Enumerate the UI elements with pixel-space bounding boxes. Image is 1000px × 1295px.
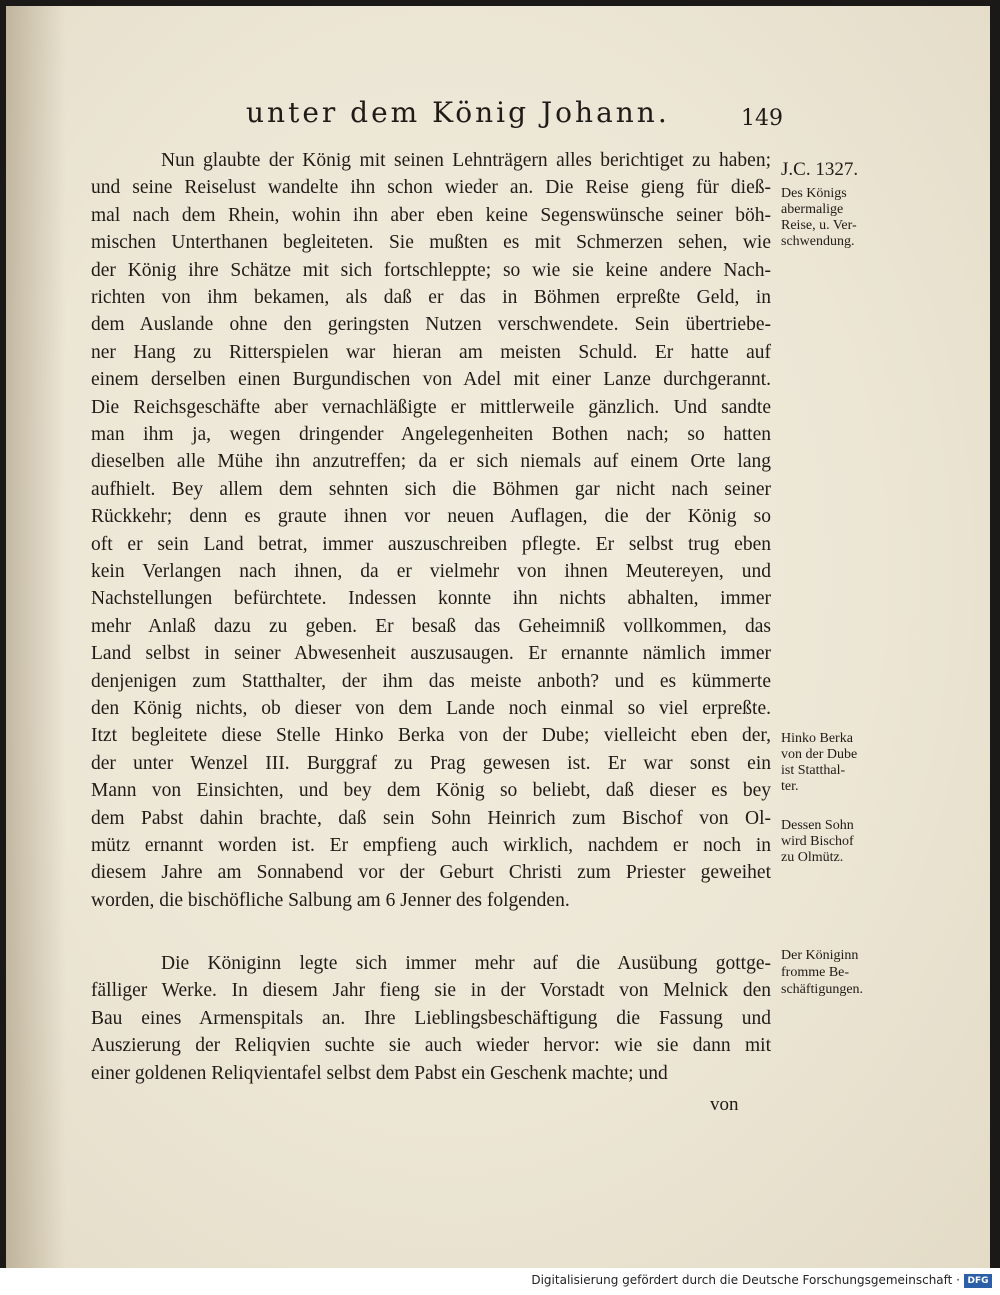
book-page	[6, 6, 990, 1268]
text-line: richten von ihm bekamen, als daß er das in Böhmen erpreßte Geld, in	[91, 287, 771, 308]
margin-note-line: Der Königinn	[781, 948, 859, 963]
footer-bar	[0, 1268, 1000, 1295]
text-line: und seine Reiselust wandelte ihn schon wieder an. Die Reise gieng für dieß-	[91, 177, 771, 199]
text-line: Nachstellungen befürchtete. Indessen konnte ihn nichts abhalten, immer	[91, 588, 771, 610]
text-line: dem Auslande ohne den geringsten Nutzen verschwendete. Sein übertriebe-	[91, 314, 771, 336]
text-line: kein Verlangen nach ihnen, da er vielmehr von ihnen Meutereyen, und	[91, 561, 771, 582]
text-line: aufhielt. Bey allem dem sehnten sich die Böhmen gar nicht nach seiner	[91, 478, 771, 500]
margin-note-line: Dessen Sohn	[781, 818, 854, 833]
catchword: von	[710, 1094, 739, 1115]
text-line: der unter Wenzel III. Burggraf zu Prag gewesen ist. Er war sonst ein	[91, 752, 771, 774]
text-line: mischen Unterthanen begleiteten. Sie mußten es mit Schmerzen sehen, wie	[91, 232, 771, 254]
margin-note-line: wird Bischof	[781, 834, 854, 849]
text-line: Nun glaubte der König mit seinen Lehnträgern alles berichtiget zu haben;	[161, 150, 771, 171]
text-line: Land selbst in seiner Abwesenheit auszusaugen. Er ernannte nämlich immer	[91, 643, 771, 665]
margin-note-line: ter.	[781, 779, 799, 794]
text-line: ner Hang zu Ritterspielen war hieran am meisten Schuld. Er hatte auf	[91, 341, 771, 363]
text-line: Bau eines Armenspitals an. Ihre Lieblingsbeschäftigung die Fassung und	[91, 1007, 771, 1029]
margin-note-line: zu Olmütz.	[781, 850, 844, 865]
text-line: Rückkehr; denn es graute ihnen vor neuen Auflagen, die der König so	[91, 506, 771, 528]
margin-note-line: Hinko Berka	[781, 731, 853, 746]
text-line: Itzt begleitete diese Stelle Hinko Berka von der Dube; vielleicht eben der,	[91, 725, 771, 747]
margin-note-line: von der Dube	[781, 747, 858, 762]
margin-note-line: schwendung.	[781, 234, 855, 249]
gutter-shadow	[6, 6, 66, 1268]
text-line: Die Königinn legte sich immer mehr auf die Ausübung gottge-	[161, 953, 771, 974]
text-line: fälliger Werke. In diesem Jahr fieng sie in der Vorstadt von Melnick den	[91, 980, 771, 1002]
text-line: dieselben alle Mühe ihn anzutreffen; da er sich niemals auf einem Orte lang	[91, 451, 771, 473]
text-line: oft er sein Land betrat, immer auszuschreiben pflegte. Er selbst trug eben	[91, 533, 771, 555]
text-line: Mann von Einsichten, und bey dem König so beliebt, daß dieser es bey	[91, 780, 771, 802]
margin-note-line: Des Königs	[781, 186, 847, 201]
text-line: denjenigen zum Statthalter, der ihm das meiste anboth? und es kümmerte	[91, 670, 771, 692]
text-line: Auszierung der Reliqvien suchte sie auch wieder hervor: wie sie dann mit	[91, 1035, 771, 1057]
text-line: mal nach dem Rhein, wohin ihn aber eben keine Segenswünsche seiner böh-	[91, 204, 771, 226]
text-line: dem Pabst dahin brachte, daß sein Sohn Heinrich zum Bischof von Ol-	[91, 807, 771, 829]
margin-note-line: fromme Be-	[781, 965, 850, 980]
dfg-logo: DFG	[964, 1274, 992, 1288]
text-line: worden, die bischöfliche Salbung am 6 Jenner des folgenden.	[91, 889, 570, 911]
text-line: diesem Jahre am Sonnabend vor der Geburt Christi zum Priester geweihet	[91, 862, 771, 884]
text-line: einem derselben einen Burgundischen von Adel mit einer Lanze durchgerannt.	[91, 369, 771, 391]
text-line: Die Reichsgeschäfte aber vernachläßigte er mittlerweile gänzlich. Und sandte	[91, 396, 771, 418]
margin-note-line: schäftigungen.	[781, 982, 864, 997]
text-line: mütz ernannt worden ist. Er empfieng auch wirklich, nachdem er noch in	[91, 835, 771, 856]
margin-note-line: Reise, u. Ver-	[781, 218, 857, 233]
text-line: einer goldenen Reliqvientafel selbst dem Pabst ein Geschenk machte; und	[91, 1062, 668, 1084]
text-line: man ihm ja, wegen dringender Angelegenheiten Bothen nach; so hatten	[91, 424, 771, 445]
page-number: 149	[741, 106, 783, 131]
text-line: der König ihre Schätze mit sich fortschleppte; so wie sie keine andere Nach-	[91, 259, 771, 281]
margin-note-line: ist Statthal-	[781, 763, 846, 778]
margin-note-line: abermalige	[781, 202, 844, 217]
text-line: mehr Anlaß dazu zu geben. Er besaß das Geheimniß vollkommen, das	[91, 615, 771, 637]
text-line: den König nichts, ob dieser von dem Lande noch einmal so viel erpreßte.	[91, 698, 771, 719]
running-head: unter dem König Johann.	[246, 96, 670, 129]
margin-year: J.C. 1327.	[781, 159, 859, 180]
footer-credit: Digitalisierung gefördert durch die Deutsche Forschungsgemeinschaft ·	[531, 1273, 960, 1287]
